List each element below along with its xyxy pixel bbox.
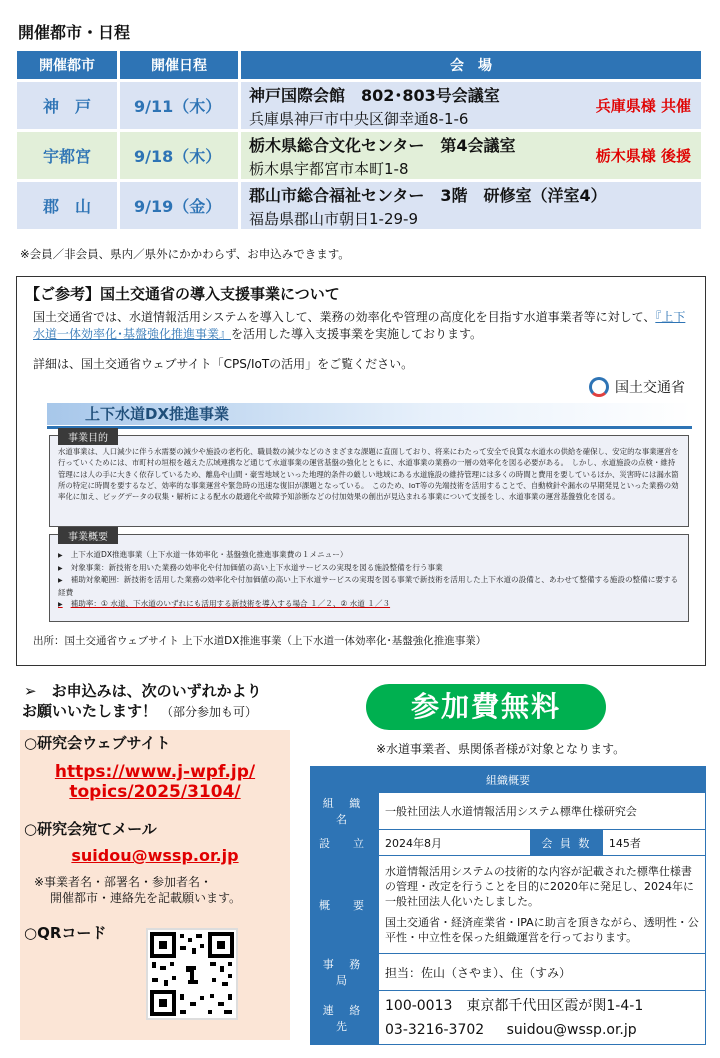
table-row [17,132,701,179]
venue-name: 神戸国際会館 802･803号会議室 [249,85,500,105]
purpose-tag: 事業目的 [58,428,118,445]
org-phone: 03-3216-3702 [385,1021,485,1038]
reference-box [16,276,706,666]
dx-title: 上下水道DX推進事業 [85,405,230,423]
org-summary-2: 国土交通省・経済産業省・IPAに助言を頂きながら、透明性・公平性・中立性を保った組織運営を行っております。 [385,916,699,944]
header-city: 開催都市 [17,51,117,79]
list-item: ▶ 補助対象範囲：新技術を活用した業務の効率化や付加価値の高い上下水道サービスの実現を図る事業で新技術を活用した上下水道の設備と、あわせて整備する施設の整備に要する経費 [58,574,682,598]
org-office: 担当：佐山（さやま）、住（すみ） [379,954,706,991]
reference-title: 【ご参考】国土交通省の導入支援事業について [25,285,340,303]
qr-heading: ○QRコード [24,924,107,942]
divider [47,426,692,429]
venue-cell [241,182,701,229]
venue-cell [241,82,701,129]
list-item: ▶ 対象事業：新技術を用いた業務の効率化や付加価値の高い上下水道サービスの実現を図る施設整備を行う事業 [58,562,682,575]
apply-heading-2 [22,700,257,721]
mail-heading: ○研究会宛てメール [24,820,157,838]
reference-text-before: 国土交通省では、水道情報活用システムを導入して、業務の効率化や管理の高度化を目指す水道事業者等に対して、 [33,310,656,324]
date-cell: 9/11（木） [120,82,238,129]
venue-name: 郡山市総合福祉センター 3階 研修室（洋室4） [249,185,607,205]
overview-list [58,549,682,611]
org-header: 組織概要 [311,767,706,793]
venue-name: 栃木県総合文化センター 第4会議室 [249,135,516,155]
org-table [310,766,706,1045]
reference-text-after: を活用した導入支援事業を実施しております。 [231,327,483,341]
date-cell: 9/18（木） [120,132,238,179]
org-summary-label: 概 要 [311,856,379,954]
city-cell: 宇都宮 [17,132,117,179]
org-members-label: 会 員 数 [530,830,602,856]
program-link[interactable]: 『上下水道一体効率化･基盤強化推進事業』 [33,310,686,341]
org-office-label: 事 務 局 [311,954,379,991]
reference-text [33,309,693,343]
venue-address: 栃木県宇都宮市本町1-8 [249,159,409,178]
table-row [17,182,701,229]
website-heading: ○研究会ウェブサイト [24,734,171,752]
org-name: 一般社団法人水道情報活用システム標準仕様研究会 [379,793,706,830]
apply-heading: ➢ お申込みは、次のいずれかより [24,682,262,700]
list-item: ▶ 上下水道DX推進事業（上下水道一体効率化・基盤強化推進事業費の１メニュー） [58,549,682,562]
venue-cell [241,132,701,179]
schedule-note: ※会員／非会員、県内／県外にかかわらず、お申込みできます。 [20,247,350,261]
org-summary-1: 水道情報活用システムの技術的な内容が記載された標準仕様書の管理・改定を行うことを目的に2020年に発足し、2024年に一般社団法人化いたしました。 [385,865,694,908]
mlit-logo-text: 国土交通省 [615,380,685,396]
host-label: 栃木県様 後援 [595,147,691,165]
header-date: 開催日程 [120,51,238,79]
free-badge: 参加費無料 [366,684,606,730]
website-url-line1[interactable]: https://www.j-wpf.jp/ [54,762,256,782]
table-row [17,82,701,129]
schedule-title: 開催都市・日程 [18,23,131,42]
org-members: 145者 [602,830,705,856]
overview-tag: 事業概要 [58,527,118,544]
partial-note: （部分参加も可） [161,705,258,719]
list-item: ▶ 補助率：① 水道、下水道のいずれにも活用する新技術を導入する場合 １／２、② 水道 １／３ [58,598,682,611]
dx-title-band [47,403,692,425]
website-url-line2[interactable]: topics/2025/3104/ [69,782,241,802]
host-label: 兵庫県様 共催 [595,97,691,115]
schedule-table [14,48,704,232]
qr-code-icon [148,930,236,1018]
org-summary [379,856,706,954]
mlit-logo [589,377,685,397]
reference-detail: 詳細は、国土交通省ウェブサイト「CPS/IoTの活用」をご覧ください。 [33,357,414,371]
org-founded-label: 設 立 [311,830,379,856]
org-contact [379,991,706,1045]
org-address: 100-0013 東京都千代田区霞が関1-4-1 [385,997,644,1014]
purpose-text: 水道事業は、人口減少に伴う水需要の減少や施設の老朽化、職員数の減少などのさまざまな課題に直面しており、将来にわたって安全で良質な水道水の供給を確保し、安定的な事業運営を行っていくためには、市町村の垣根を越えた広域連携など通じて水道事業の運営基盤の強化とともに、水道事業の業務の一層の効率化を図る必要がある。 しかし、水道施設の点検・維持管理には人の手に大きく依存しているため、離島や山間・豪雪地域といった地理的条件の厳しい地域にある水道施設の維持管理には多くの時間と費用を要しているほか、災害時には漏水箇所の特定に時間を要するなど、効率的な事業運営や緊急時の迅速な復旧が課題となっている。 このため、IoT等の先端技術を活用することで、自動検針や漏水の早期発見といった業務の効率化に加え、ビッグデータの収集・解析による配水の最適化や故障予知診断などの付加効果の創出が見込まれる事業について支援をし、水道事業の運営基盤強化を図る。 [58,447,679,502]
mail-link[interactable]: suidou@wssp.or.jp [71,846,239,865]
mail-note-2: 開催都市・連絡先を記載願います。 [50,891,242,905]
org-email[interactable]: suidou@wssp.or.jp [506,1021,637,1038]
reference-source: 出所：国土交通省ウェブサイト 上下水道DX推進事業（上下水道一体効率化･基盤強化推進事業） [33,635,487,647]
qr-code[interactable] [146,928,238,1020]
city-cell: 神 戸 [17,82,117,129]
venue-address: 兵庫県神戸市中央区御幸通8-1-6 [249,109,469,128]
mail-note: ※事業者名・部署名・参加者名・ [34,875,213,889]
date-cell: 9/19（金） [120,182,238,229]
header-venue: 会 場 [241,51,701,79]
city-cell: 郡 山 [17,182,117,229]
apply-line2: お願いいたします！ [22,702,158,720]
contact-box [20,730,290,1040]
org-name-label: 組 織 名 [311,793,379,830]
venue-address: 福島県郡山市朝日1-29-9 [249,209,418,228]
org-contact-label: 連 絡 先 [311,991,379,1045]
org-founded: 2024年8月 [379,830,531,856]
purpose-panel [49,435,689,527]
free-note: ※水道事業者、県関係者様が対象となります。 [376,742,626,756]
org-phone-email [385,1018,699,1042]
overview-panel [49,534,689,622]
mlit-logo-icon [589,377,609,397]
